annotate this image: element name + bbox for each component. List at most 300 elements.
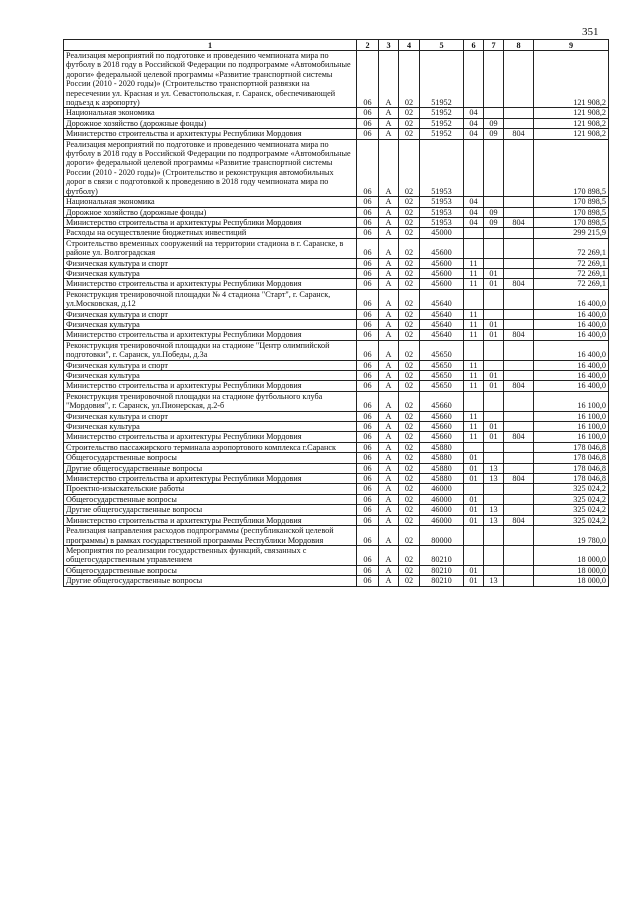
header-cell: 4 bbox=[399, 40, 420, 51]
code-cell: 02 bbox=[399, 381, 420, 391]
section-code-cell: 11 bbox=[464, 422, 484, 432]
table-row bbox=[64, 51, 609, 108]
table-row bbox=[64, 228, 609, 238]
row-name-cell: Общегосударственные вопросы bbox=[64, 494, 357, 504]
table-body bbox=[64, 51, 609, 587]
target-code-cell: 80210 bbox=[420, 565, 464, 575]
amount-cell: 121 908,2 bbox=[534, 51, 609, 108]
table-row bbox=[64, 217, 609, 227]
amount-cell: 16 400,0 bbox=[534, 340, 609, 360]
amount-cell: 16 100,0 bbox=[534, 411, 609, 421]
subsection-code-cell bbox=[484, 453, 504, 463]
section-code-cell: 01 bbox=[464, 576, 484, 586]
row-name-cell: Физическая культура bbox=[64, 319, 357, 329]
section-code-cell: 11 bbox=[464, 258, 484, 268]
target-code-cell: 45640 bbox=[420, 319, 464, 329]
code-cell: 06 bbox=[357, 484, 379, 494]
code-cell: А bbox=[379, 228, 399, 238]
code-cell: 02 bbox=[399, 207, 420, 217]
amount-cell: 178 046,8 bbox=[534, 442, 609, 452]
section-code-cell: 11 bbox=[464, 268, 484, 278]
amount-cell: 121 908,2 bbox=[534, 118, 609, 128]
amount-cell: 170 898,5 bbox=[534, 217, 609, 227]
row-name-cell: Физическая культура bbox=[64, 371, 357, 381]
code-cell: 06 bbox=[357, 371, 379, 381]
section-code-cell: 04 bbox=[464, 108, 484, 118]
row-name-cell: Реализация направления расходов подпрограммы (республиканской целевой программы) в рамках государственной программы Республики Мордовия bbox=[64, 526, 357, 546]
amount-cell: 18 000,0 bbox=[534, 545, 609, 565]
subsection-code-cell: 09 bbox=[484, 118, 504, 128]
row-name-cell: Реализация мероприятий по подготовке и проведению чемпионата мира по футболу в 2018 году в Российской Федерации по подпрограмме «Автомобильные дороги» федеральной целевой программы «Развитие транспортной системы России (2010 - 2020 годы)» (Строительство и реконструкция автомобильных дорог в связи с подготовкой к проведению в 2018 году чемпионата мира по футболу) bbox=[64, 139, 357, 196]
code-cell: 02 bbox=[399, 432, 420, 442]
subsection-code-cell: 01 bbox=[484, 268, 504, 278]
code-cell: 02 bbox=[399, 228, 420, 238]
code-cell: А bbox=[379, 565, 399, 575]
section-code-cell: 11 bbox=[464, 371, 484, 381]
amount-cell: 170 898,5 bbox=[534, 197, 609, 207]
table-row bbox=[64, 545, 609, 565]
header-cell: 1 bbox=[64, 40, 357, 51]
department-code-cell bbox=[504, 484, 534, 494]
target-code-cell: 51953 bbox=[420, 197, 464, 207]
row-name-cell: Реализация мероприятий по подготовке и проведению чемпионата мира по футболу в 2018 году в Российской Федерации по подпрограмме «Автомобильные дороги» федеральной целевой программы «Развитие транспортной системы России (2010 - 2020 годы)» (Строительство транспортной развязки на пересечении ул. Красная и ул. Севастопольская, г. Саранск, обеспечивающей подъезд к аэропорту) bbox=[64, 51, 357, 108]
subsection-code-cell bbox=[484, 51, 504, 108]
subsection-code-cell: 01 bbox=[484, 432, 504, 442]
code-cell: А bbox=[379, 505, 399, 515]
table-row bbox=[64, 381, 609, 391]
department-code-cell bbox=[504, 453, 534, 463]
code-cell: 02 bbox=[399, 442, 420, 452]
subsection-code-cell: 01 bbox=[484, 371, 504, 381]
section-code-cell: 04 bbox=[464, 207, 484, 217]
section-code-cell bbox=[464, 139, 484, 196]
code-cell: 06 bbox=[357, 505, 379, 515]
target-code-cell: 45650 bbox=[420, 340, 464, 360]
department-code-cell bbox=[504, 576, 534, 586]
target-code-cell: 46000 bbox=[420, 505, 464, 515]
department-code-cell bbox=[504, 228, 534, 238]
code-cell: А bbox=[379, 463, 399, 473]
code-cell: 06 bbox=[357, 463, 379, 473]
subsection-code-cell: 09 bbox=[484, 207, 504, 217]
code-cell: 06 bbox=[357, 411, 379, 421]
row-name-cell: Физическая культура bbox=[64, 268, 357, 278]
subsection-code-cell bbox=[484, 360, 504, 370]
code-cell: 02 bbox=[399, 340, 420, 360]
target-code-cell: 51952 bbox=[420, 51, 464, 108]
subsection-code-cell: 09 bbox=[484, 217, 504, 227]
amount-cell: 325 024,2 bbox=[534, 484, 609, 494]
code-cell: А bbox=[379, 279, 399, 289]
code-cell: А bbox=[379, 319, 399, 329]
amount-cell: 72 269,1 bbox=[534, 258, 609, 268]
section-code-cell: 11 bbox=[464, 411, 484, 421]
code-cell: 06 bbox=[357, 422, 379, 432]
code-cell: 02 bbox=[399, 319, 420, 329]
table-row bbox=[64, 576, 609, 586]
amount-cell: 16 100,0 bbox=[534, 422, 609, 432]
amount-cell: 16 400,0 bbox=[534, 309, 609, 319]
code-cell: А bbox=[379, 515, 399, 525]
table-row bbox=[64, 258, 609, 268]
code-cell: А bbox=[379, 129, 399, 139]
table-row bbox=[64, 319, 609, 329]
row-name-cell: Физическая культура и спорт bbox=[64, 309, 357, 319]
code-cell: А bbox=[379, 360, 399, 370]
table-row bbox=[64, 108, 609, 118]
target-code-cell: 46000 bbox=[420, 494, 464, 504]
row-name-cell: Физическая культура и спорт bbox=[64, 360, 357, 370]
department-code-cell: 804 bbox=[504, 474, 534, 484]
header-cell: 2 bbox=[357, 40, 379, 51]
department-code-cell: 804 bbox=[504, 279, 534, 289]
code-cell: 02 bbox=[399, 258, 420, 268]
code-cell: 02 bbox=[399, 360, 420, 370]
subsection-code-cell: 13 bbox=[484, 463, 504, 473]
target-code-cell: 45640 bbox=[420, 289, 464, 309]
code-cell: 06 bbox=[357, 319, 379, 329]
table-row bbox=[64, 432, 609, 442]
amount-cell: 18 000,0 bbox=[534, 565, 609, 575]
code-cell: 06 bbox=[357, 51, 379, 108]
target-code-cell: 45600 bbox=[420, 279, 464, 289]
amount-cell: 325 024,2 bbox=[534, 515, 609, 525]
table-row bbox=[64, 494, 609, 504]
section-code-cell bbox=[464, 238, 484, 258]
row-name-cell: Национальная экономика bbox=[64, 197, 357, 207]
code-cell: 02 bbox=[399, 576, 420, 586]
target-code-cell: 46000 bbox=[420, 515, 464, 525]
section-code-cell: 01 bbox=[464, 453, 484, 463]
row-name-cell: Министерство строительства и архитектуры Республики Мордовия bbox=[64, 432, 357, 442]
subsection-code-cell bbox=[484, 391, 504, 411]
code-cell: 02 bbox=[399, 118, 420, 128]
amount-cell: 170 898,5 bbox=[534, 207, 609, 217]
code-cell: 06 bbox=[357, 118, 379, 128]
code-cell: 02 bbox=[399, 238, 420, 258]
code-cell: А bbox=[379, 51, 399, 108]
amount-cell: 178 046,8 bbox=[534, 474, 609, 484]
section-code-cell: 11 bbox=[464, 360, 484, 370]
department-code-cell bbox=[504, 268, 534, 278]
row-name-cell: Строительство временных сооружений на территории стадиона в г. Саранске, в районе ул. Волгоградская bbox=[64, 238, 357, 258]
code-cell: 02 bbox=[399, 391, 420, 411]
subsection-code-cell: 01 bbox=[484, 319, 504, 329]
amount-cell: 325 024,2 bbox=[534, 505, 609, 515]
row-name-cell: Физическая культура и спорт bbox=[64, 258, 357, 268]
code-cell: 02 bbox=[399, 108, 420, 118]
code-cell: 02 bbox=[399, 139, 420, 196]
table-row bbox=[64, 565, 609, 575]
row-name-cell: Мероприятия по реализации государственных функций, связанных с общегосударственным управлением bbox=[64, 545, 357, 565]
amount-cell: 16 400,0 bbox=[534, 381, 609, 391]
row-name-cell: Министерство строительства и архитектуры Республики Мордовия bbox=[64, 474, 357, 484]
code-cell: 06 bbox=[357, 197, 379, 207]
section-code-cell bbox=[464, 289, 484, 309]
code-cell: 02 bbox=[399, 515, 420, 525]
code-cell: А bbox=[379, 197, 399, 207]
section-code-cell: 11 bbox=[464, 309, 484, 319]
code-cell: 02 bbox=[399, 526, 420, 546]
code-cell: 06 bbox=[357, 258, 379, 268]
code-cell: А bbox=[379, 391, 399, 411]
code-cell: 06 bbox=[357, 207, 379, 217]
department-code-cell bbox=[504, 340, 534, 360]
row-name-cell: Проектно-изыскательские работы bbox=[64, 484, 357, 494]
target-code-cell: 45650 bbox=[420, 360, 464, 370]
table-row bbox=[64, 238, 609, 258]
target-code-cell: 45640 bbox=[420, 330, 464, 340]
subsection-code-cell: 13 bbox=[484, 515, 504, 525]
department-code-cell bbox=[504, 526, 534, 546]
code-cell: 02 bbox=[399, 217, 420, 227]
code-cell: А bbox=[379, 442, 399, 452]
table-row bbox=[64, 129, 609, 139]
subsection-code-cell bbox=[484, 197, 504, 207]
table-row bbox=[64, 411, 609, 421]
code-cell: 02 bbox=[399, 197, 420, 207]
target-code-cell: 45600 bbox=[420, 238, 464, 258]
row-name-cell: Другие общегосударственные вопросы bbox=[64, 576, 357, 586]
budget-table bbox=[63, 39, 609, 587]
code-cell: 02 bbox=[399, 411, 420, 421]
amount-cell: 325 024,2 bbox=[534, 494, 609, 504]
table-row bbox=[64, 515, 609, 525]
row-name-cell: Физическая культура bbox=[64, 422, 357, 432]
department-code-cell: 804 bbox=[504, 381, 534, 391]
code-cell: 06 bbox=[357, 381, 379, 391]
target-code-cell: 45650 bbox=[420, 371, 464, 381]
table-row bbox=[64, 360, 609, 370]
target-code-cell: 45660 bbox=[420, 411, 464, 421]
department-code-cell bbox=[504, 309, 534, 319]
table-row bbox=[64, 197, 609, 207]
department-code-cell bbox=[504, 207, 534, 217]
code-cell: 02 bbox=[399, 545, 420, 565]
table-row bbox=[64, 484, 609, 494]
department-code-cell bbox=[504, 108, 534, 118]
target-code-cell: 45880 bbox=[420, 442, 464, 452]
target-code-cell: 80000 bbox=[420, 526, 464, 546]
code-cell: 02 bbox=[399, 453, 420, 463]
code-cell: А bbox=[379, 371, 399, 381]
row-name-cell: Реконструкция тренировочной площадки на стадионе "Центр олимпийской подготовки", г. Саранск, ул.Победы, д.3а bbox=[64, 340, 357, 360]
code-cell: 06 bbox=[357, 526, 379, 546]
subsection-code-cell bbox=[484, 289, 504, 309]
row-name-cell: Министерство строительства и архитектуры Республики Мордовия bbox=[64, 217, 357, 227]
row-name-cell: Общегосударственные вопросы bbox=[64, 453, 357, 463]
department-code-cell: 804 bbox=[504, 330, 534, 340]
code-cell: 06 bbox=[357, 330, 379, 340]
section-code-cell bbox=[464, 442, 484, 452]
code-cell: А bbox=[379, 494, 399, 504]
target-code-cell: 51953 bbox=[420, 217, 464, 227]
section-code-cell bbox=[464, 51, 484, 108]
header-cell: 5 bbox=[420, 40, 464, 51]
table-row bbox=[64, 207, 609, 217]
department-code-cell bbox=[504, 360, 534, 370]
table-row bbox=[64, 474, 609, 484]
subsection-code-cell bbox=[484, 258, 504, 268]
target-code-cell: 45600 bbox=[420, 258, 464, 268]
code-cell: 02 bbox=[399, 505, 420, 515]
table-row bbox=[64, 139, 609, 196]
section-code-cell: 11 bbox=[464, 432, 484, 442]
row-name-cell: Министерство строительства и архитектуры Республики Мордовия bbox=[64, 515, 357, 525]
table-row bbox=[64, 463, 609, 473]
subsection-code-cell: 13 bbox=[484, 474, 504, 484]
code-cell: 06 bbox=[357, 474, 379, 484]
row-name-cell: Реконструкция тренировочной площадки № 4 стадиона "Старт", г. Саранск, ул.Московская, д.12 bbox=[64, 289, 357, 309]
department-code-cell: 804 bbox=[504, 217, 534, 227]
row-name-cell: Другие общегосударственные вопросы bbox=[64, 463, 357, 473]
table-row bbox=[64, 289, 609, 309]
code-cell: 02 bbox=[399, 422, 420, 432]
department-code-cell bbox=[504, 463, 534, 473]
code-cell: А bbox=[379, 432, 399, 442]
target-code-cell: 45600 bbox=[420, 268, 464, 278]
section-code-cell: 04 bbox=[464, 217, 484, 227]
department-code-cell bbox=[504, 494, 534, 504]
subsection-code-cell: 01 bbox=[484, 330, 504, 340]
department-code-cell: 804 bbox=[504, 432, 534, 442]
section-code-cell: 01 bbox=[464, 565, 484, 575]
subsection-code-cell bbox=[484, 238, 504, 258]
row-name-cell: Физическая культура и спорт bbox=[64, 411, 357, 421]
department-code-cell bbox=[504, 565, 534, 575]
table-row bbox=[64, 371, 609, 381]
target-code-cell: 51953 bbox=[420, 139, 464, 196]
table-row bbox=[64, 330, 609, 340]
subsection-code-cell bbox=[484, 494, 504, 504]
section-code-cell: 01 bbox=[464, 515, 484, 525]
subsection-code-cell: 01 bbox=[484, 381, 504, 391]
amount-cell: 178 046,8 bbox=[534, 463, 609, 473]
code-cell: 02 bbox=[399, 565, 420, 575]
code-cell: А bbox=[379, 411, 399, 421]
table-row bbox=[64, 279, 609, 289]
code-cell: 06 bbox=[357, 565, 379, 575]
amount-cell: 19 780,0 bbox=[534, 526, 609, 546]
amount-cell: 299 215,9 bbox=[534, 228, 609, 238]
code-cell: А bbox=[379, 139, 399, 196]
code-cell: А bbox=[379, 545, 399, 565]
section-code-cell: 11 bbox=[464, 319, 484, 329]
department-code-cell bbox=[504, 197, 534, 207]
code-cell: 02 bbox=[399, 330, 420, 340]
department-code-cell bbox=[504, 505, 534, 515]
department-code-cell bbox=[504, 371, 534, 381]
code-cell: А bbox=[379, 118, 399, 128]
code-cell: 02 bbox=[399, 463, 420, 473]
code-cell: 06 bbox=[357, 279, 379, 289]
code-cell: 02 bbox=[399, 371, 420, 381]
code-cell: А bbox=[379, 258, 399, 268]
section-code-cell: 01 bbox=[464, 494, 484, 504]
subsection-code-cell: 13 bbox=[484, 505, 504, 515]
code-cell: 06 bbox=[357, 129, 379, 139]
target-code-cell: 45880 bbox=[420, 453, 464, 463]
target-code-cell: 45880 bbox=[420, 463, 464, 473]
header-cell: 8 bbox=[504, 40, 534, 51]
subsection-code-cell bbox=[484, 309, 504, 319]
code-cell: А bbox=[379, 381, 399, 391]
target-code-cell: 51953 bbox=[420, 207, 464, 217]
target-code-cell: 45000 bbox=[420, 228, 464, 238]
section-code-cell bbox=[464, 484, 484, 494]
subsection-code-cell bbox=[484, 484, 504, 494]
code-cell: 06 bbox=[357, 309, 379, 319]
code-cell: 02 bbox=[399, 289, 420, 309]
row-name-cell: Другие общегосударственные вопросы bbox=[64, 505, 357, 515]
subsection-code-cell: 01 bbox=[484, 279, 504, 289]
table-row bbox=[64, 526, 609, 546]
code-cell: 06 bbox=[357, 391, 379, 411]
code-cell: А bbox=[379, 108, 399, 118]
header-cell: 7 bbox=[484, 40, 504, 51]
row-name-cell: Реконструкция тренировочной площадки на стадионе футбольного клуба "Мордовия", г. Саранск, ул.Пионерская, д.2-б bbox=[64, 391, 357, 411]
code-cell: 06 bbox=[357, 228, 379, 238]
row-name-cell: Общегосударственные вопросы bbox=[64, 565, 357, 575]
row-name-cell: Дорожное хозяйство (дорожные фонды) bbox=[64, 118, 357, 128]
code-cell: А bbox=[379, 340, 399, 360]
code-cell: 06 bbox=[357, 108, 379, 118]
subsection-code-cell: 13 bbox=[484, 576, 504, 586]
section-code-cell: 01 bbox=[464, 474, 484, 484]
amount-cell: 18 000,0 bbox=[534, 576, 609, 586]
code-cell: А bbox=[379, 576, 399, 586]
code-cell: 02 bbox=[399, 268, 420, 278]
page-number: 351 bbox=[582, 26, 599, 38]
row-name-cell: Министерство строительства и архитектуры Республики Мордовия bbox=[64, 129, 357, 139]
subsection-code-cell: 09 bbox=[484, 129, 504, 139]
amount-cell: 121 908,2 bbox=[534, 129, 609, 139]
header-cell: 6 bbox=[464, 40, 484, 51]
subsection-code-cell bbox=[484, 442, 504, 452]
code-cell: А bbox=[379, 526, 399, 546]
code-cell: 06 bbox=[357, 360, 379, 370]
section-code-cell: 11 bbox=[464, 279, 484, 289]
target-code-cell: 45650 bbox=[420, 381, 464, 391]
code-cell: 06 bbox=[357, 268, 379, 278]
target-code-cell: 45640 bbox=[420, 309, 464, 319]
code-cell: А bbox=[379, 217, 399, 227]
section-code-cell: 04 bbox=[464, 129, 484, 139]
table-row bbox=[64, 442, 609, 452]
department-code-cell bbox=[504, 258, 534, 268]
code-cell: 02 bbox=[399, 484, 420, 494]
target-code-cell: 45660 bbox=[420, 391, 464, 411]
header-cell: 3 bbox=[379, 40, 399, 51]
code-cell: 06 bbox=[357, 442, 379, 452]
subsection-code-cell bbox=[484, 545, 504, 565]
code-cell: 02 bbox=[399, 129, 420, 139]
department-code-cell bbox=[504, 238, 534, 258]
code-cell: А bbox=[379, 453, 399, 463]
code-cell: А bbox=[379, 422, 399, 432]
table-row bbox=[64, 505, 609, 515]
code-cell: 06 bbox=[357, 515, 379, 525]
row-name-cell: Строительство пассажирского терминала аэропортового комплекса г.Саранск bbox=[64, 442, 357, 452]
code-cell: 06 bbox=[357, 494, 379, 504]
amount-cell: 16 100,0 bbox=[534, 432, 609, 442]
table-row bbox=[64, 422, 609, 432]
code-cell: 06 bbox=[357, 217, 379, 227]
table-row bbox=[64, 340, 609, 360]
target-code-cell: 51952 bbox=[420, 129, 464, 139]
code-cell: 02 bbox=[399, 51, 420, 108]
amount-cell: 16 100,0 bbox=[534, 391, 609, 411]
